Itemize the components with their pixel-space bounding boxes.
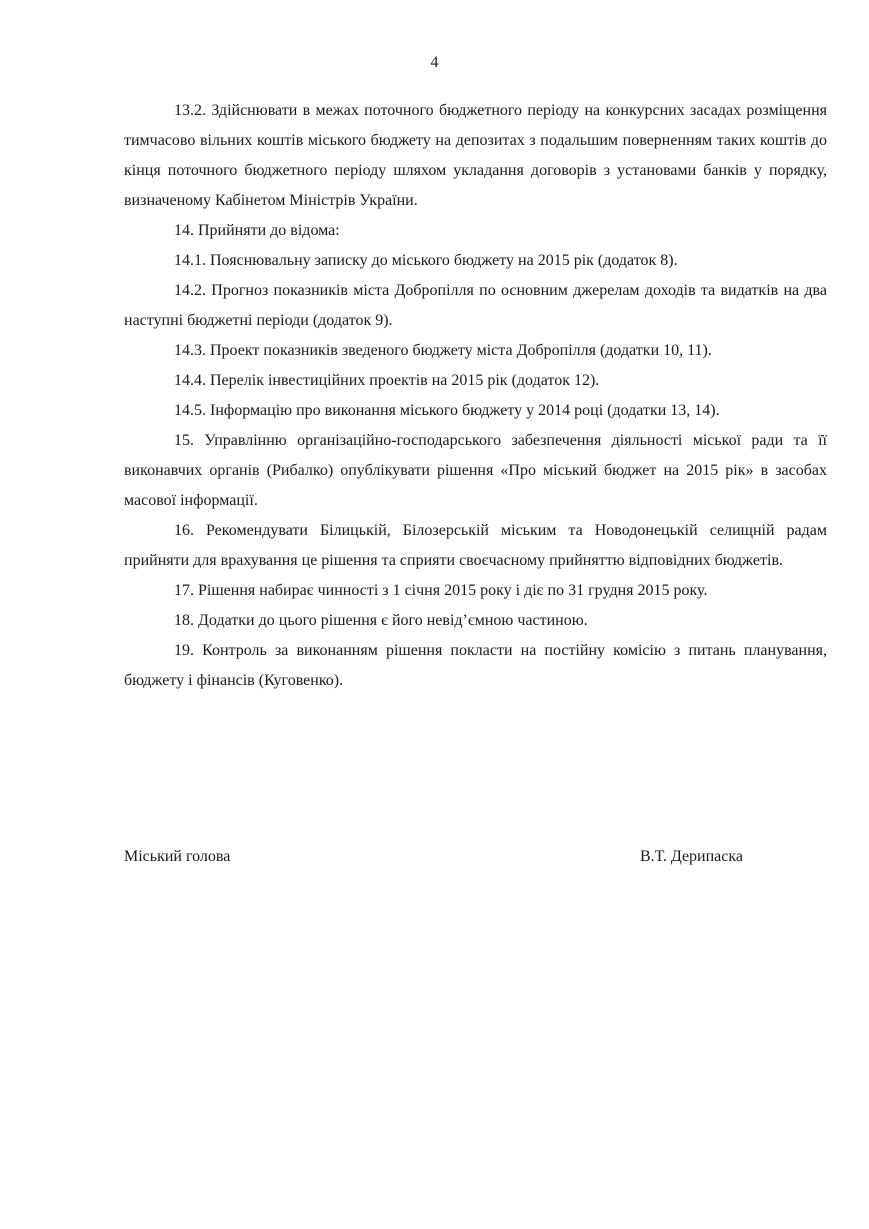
paragraph-14-2: 14.2. Прогноз показників міста Добропілля по основним джерелам доходів та видатків на два наступні бюджетні періоди (додаток 9). [124, 282, 827, 329]
document-body [124, 96, 827, 696]
paragraph-14: 14. Прийняти до відома: [174, 222, 340, 239]
paragraph-18: 18. Додатки до цього рішення є його невід’ємною частиною. [174, 612, 588, 629]
paragraph-14-1: 14.1. Пояснювальну записку до міського бюджету на 2015 рік (додаток 8). [174, 252, 678, 269]
signature-name: В.Т. Дерипаска [639, 848, 743, 865]
paragraph-14-3: 14.3. Проект показників зведеного бюджету міста Добропілля (додатки 10, 11). [174, 342, 712, 359]
paragraph-15: 15. Управлінню організаційно-господарського забезпечення діяльності міської ради та її виконавчих органів (Рибалко) опублікувати рішення «Про міський бюджет на 2015 рік» в засобах масової інформації. [124, 432, 827, 509]
paragraph-16: 16. Рекомендувати Білицькій, Білозерській міським та Новодонецькій селищній радам прийняти для врахування це рішення та сприяти своєчасному прийняттю відповідних бюджетів. [124, 522, 827, 569]
paragraph-13-2: 13.2. Здійснювати в межах поточного бюджетного періоду на конкурсних засадах розміщення тимчасово вільних коштів міського бюджету на депозитах з подальшим поверненням таких коштів до кінця поточного бюджетного періоду шляхом укладання договорів з установами банків у порядку, визначеному Кабінетом Міністрів України. [124, 102, 827, 209]
paragraph-19: 19. Контроль за виконанням рішення покласти на постійну комісію з питань планування, бюджету і фінансів (Куговенко). [124, 642, 827, 689]
signature-block [124, 843, 743, 871]
page-number: 4 [430, 54, 439, 71]
paragraph-14-4: 14.4. Перелік інвестиційних проектів на 2015 рік (додаток 12). [174, 372, 600, 389]
paragraph-14-5: 14.5. Інформацію про виконання міського бюджету у 2014 році (додатки 13, 14). [174, 402, 720, 419]
signature-position: Міський голова [124, 848, 231, 865]
paragraph-17: 17. Рішення набирає чинності з 1 січня 2015 року і діє по 31 грудня 2015 року. [174, 582, 708, 599]
